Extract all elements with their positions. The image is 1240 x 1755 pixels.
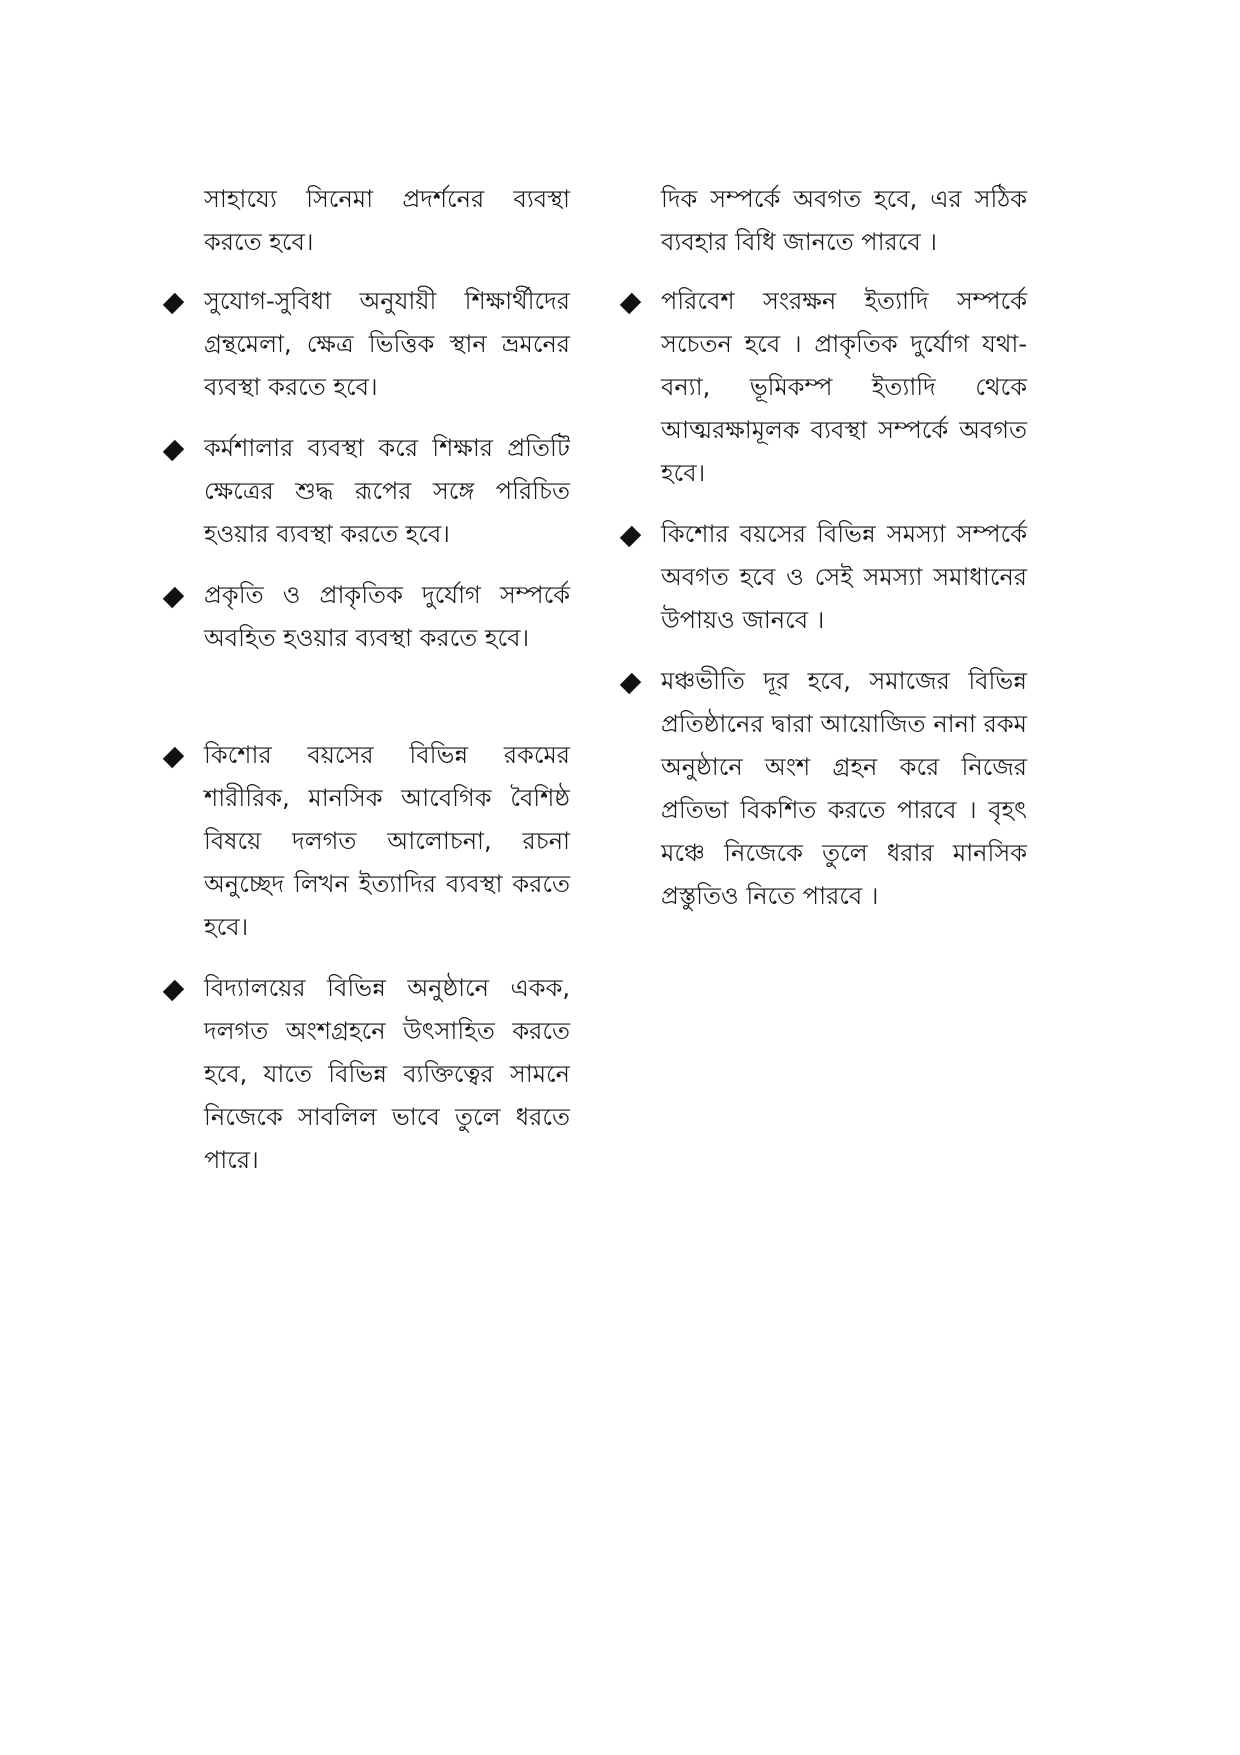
paragraph xyxy=(617,178,1027,264)
right-column xyxy=(617,178,1027,918)
diamond-bullet-icon xyxy=(163,747,184,768)
bullet-item xyxy=(617,513,1027,642)
diamond-bullet-icon xyxy=(620,673,641,694)
bullet-item xyxy=(617,660,1027,918)
paragraph-text: দিক সম্পর্কে অবগত হবে, এর সঠিক ব্যবহার বিধি জানতে পারবে । xyxy=(661,185,1027,256)
bullet-text: সুযোগ-সুবিধা অনুযায়ী শিক্ষার্থীদের গ্রন্থমেলা, ক্ষেত্র ভিত্তিক স্থান ভ্রমনের ব্যবস্থা করতে হবে। xyxy=(204,287,570,401)
bullet-item xyxy=(160,280,570,409)
bullet-text: কিশোর বয়সের বিভিন্ন সমস্যা সম্পর্কে অবগত হবে ও সেই সমস্যা সমাধানের উপায়ও জানবে । xyxy=(661,520,1027,634)
diamond-bullet-icon xyxy=(163,587,184,608)
diamond-bullet-icon xyxy=(163,293,184,314)
bullet-item xyxy=(160,734,570,949)
paragraph-text: সাহায্যে সিনেমা প্রদর্শনের ব্যবস্থা করতে হবে। xyxy=(204,185,570,256)
bullet-text: কর্মশালার ব্যবস্থা করে শিক্ষার প্রতিটি ক্ষেত্রের শুদ্ধ রূপের সঙ্গে পরিচিত হওয়ার ব্যবস্থা করতে হবে। xyxy=(204,434,570,548)
diamond-bullet-icon xyxy=(163,440,184,461)
bullet-item xyxy=(617,280,1027,495)
bullet-text: মঞ্চভীতি দূর হবে, সমাজের বিভিন্ন প্রতিষ্ঠানের দ্বারা আয়োজিত নানা রকম অনুষ্ঠানে অংশ গ্রহন করে নিজের প্রতিভা বিকশিত করতে পারবে । বৃহৎ মঞ্চে নিজেকে তুলে ধরার মানসিক প্রস্তুতিও নিতে পারবে । xyxy=(661,667,1027,910)
bullet-text: বিদ্যালয়ের বিভিন্ন অনুষ্ঠানে একক, দলগত অংশগ্রহনে উৎসাহিত করতে হবে, যাতে বিভিন্ন ব্যক্তিত্বের সামনে নিজেকে সাবলিল ভাবে তুলে ধরতে পারে। xyxy=(204,974,570,1174)
diamond-bullet-icon xyxy=(620,526,641,547)
bullet-text: পরিবেশ সংরক্ষন ইত্যাদি সম্পর্কে সচেতন হবে । প্রাকৃতিক দুর্যোগ যথা- বন্যা, ভূমিকম্প ইত্যাদি থেকে আত্মরক্ষামূলক ব্যবস্থা সম্পর্কে অবগত হবে। xyxy=(661,287,1027,487)
diamond-bullet-icon xyxy=(163,980,184,1001)
diamond-bullet-icon xyxy=(620,293,641,314)
left-column xyxy=(160,178,570,1182)
bullet-item xyxy=(160,574,570,660)
bullet-item xyxy=(160,427,570,556)
bullet-item xyxy=(160,967,570,1182)
paragraph xyxy=(160,178,570,264)
bullet-text: প্রকৃতি ও প্রাকৃতিক দুর্যোগ সম্পর্কে অবহিত হওয়ার ব্যবস্থা করতে হবে। xyxy=(204,581,570,652)
bullet-text: কিশোর বয়সের বিভিন্ন রকমের শারীরিক, মানসিক আবেগিক বৈশিষ্ঠ বিষয়ে দলগত আলোচনা, রচনা অনুচ্ছেদ লিখন ইত্যাদির ব্যবস্থা করতে হবে। xyxy=(204,741,570,941)
